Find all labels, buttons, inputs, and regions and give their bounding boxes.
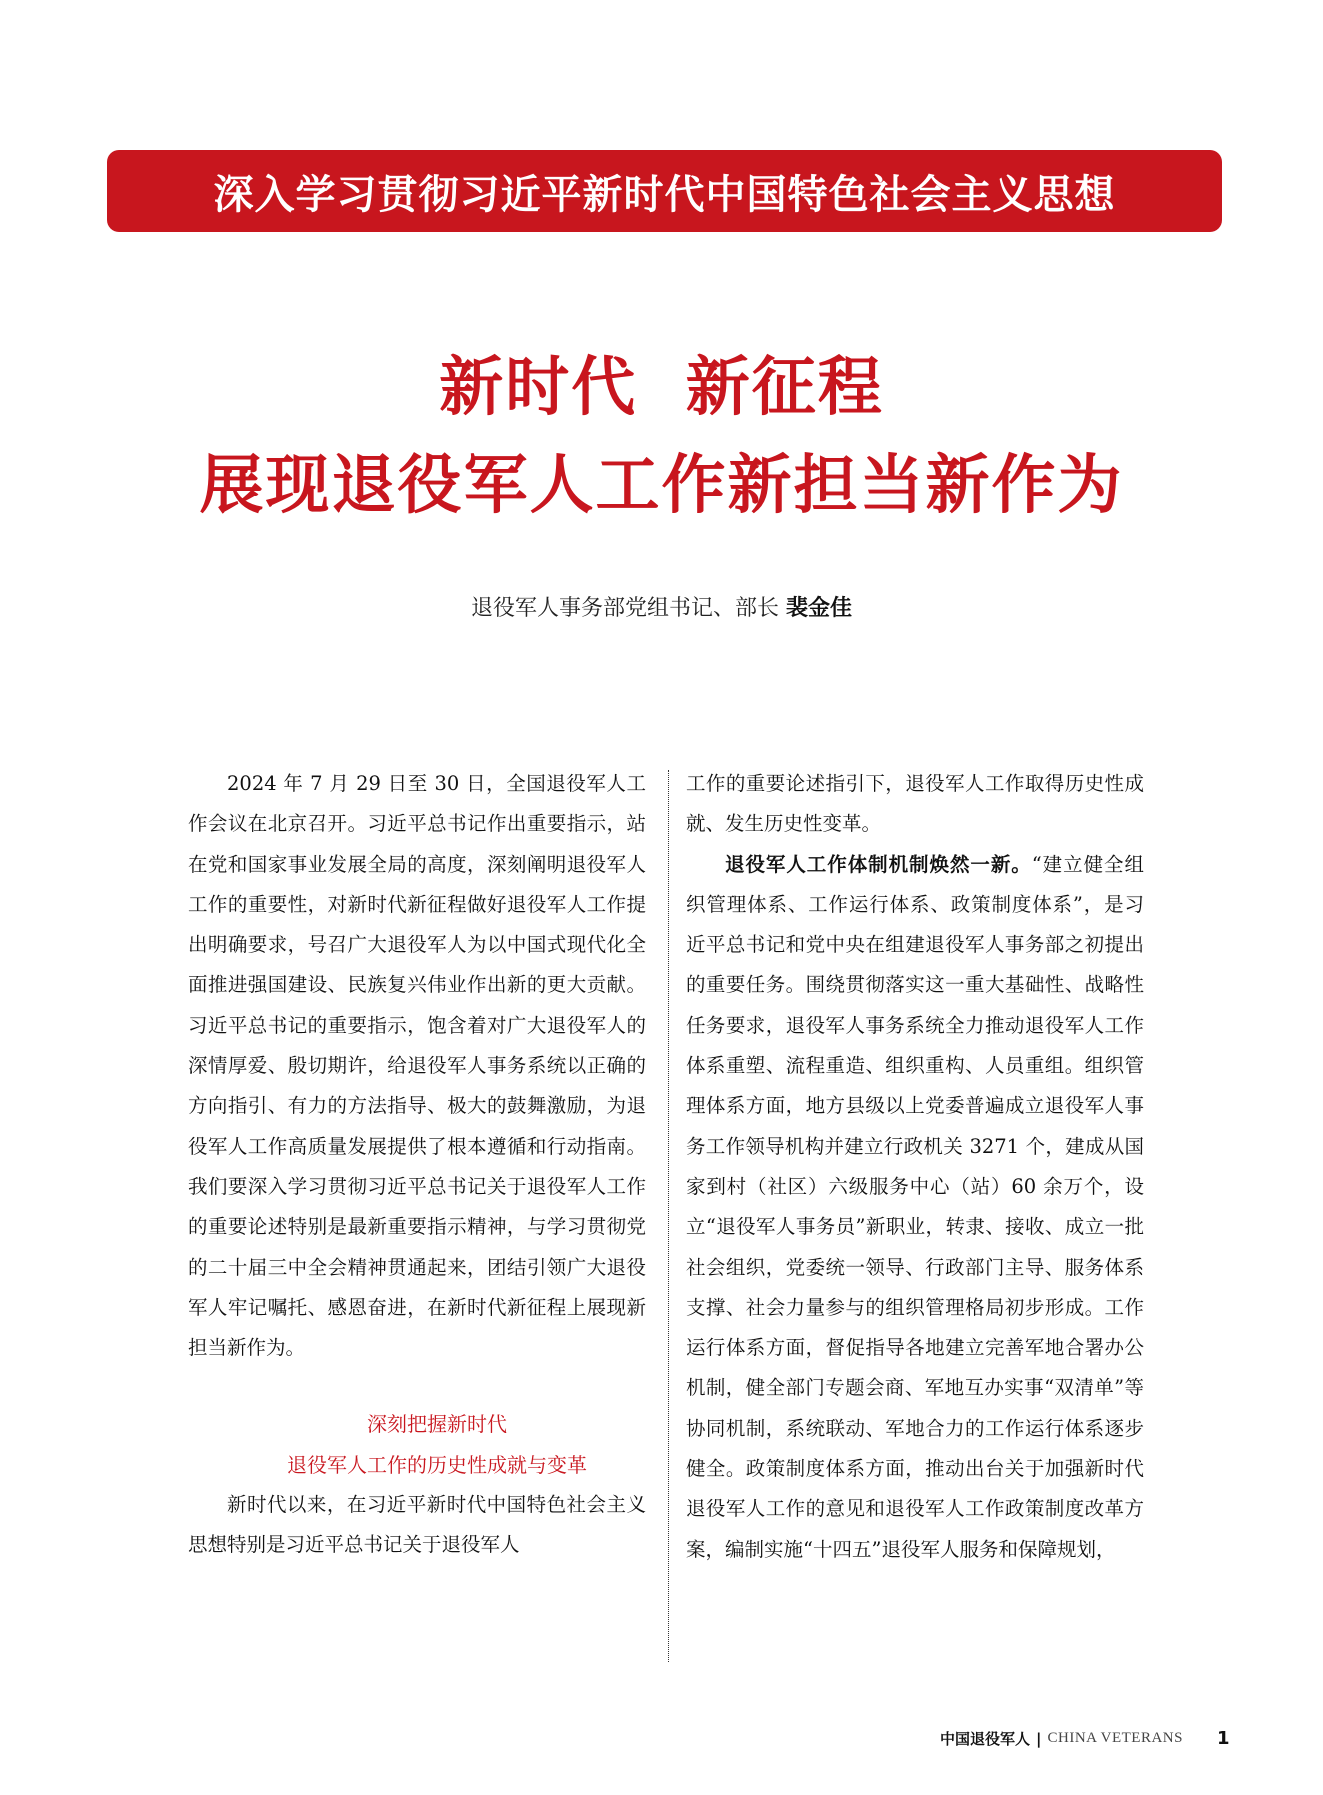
section-heading-line-1: 深刻把握新时代	[367, 1412, 507, 1437]
paragraph-lead: 退役军人工作体制机制焕然一新。	[725, 852, 1032, 876]
paragraph-body: “建立健全组织管理体系、工作运行体系、政策制度体系”，是习近平总书记和党中央在组建退役军人事务部之初提出的重要任务。围绕贯彻落实这一重大基础性、战略性任务要求，退役军人事务系统全力推动退役军人工作体系重塑、流程重造、组织重构、人员重组。组织管理体系方面，地方县级以上党委普遍成立退役军人事务工作领导机构并建立行政机关 3271 个，建成从国家到村（社区）六级服务中心（站）60 余万个，设立“退役军人事务员”新职业，转隶、接收、成立一批社会组织，党委统一领导、行政部门主导、服务体系支撑、社会力量参与的组织管理格局初步形成。工作运行体系方面，督促指导各地建立完善军地合署办公机制，健全部门专题会商、军地互办实事“双清单”等协同机制，系统联动、军地合力的工作运行体系逐步健全。政策制度体系方面，推动出台关于加强新时代退役军人工作的意见和退役军人工作政策制度改革方案，编制实施“十四五”退役军人服务和保障规划，	[686, 852, 1144, 1561]
continued-paragraph: 工作的重要论述指引下，退役军人工作取得历史性成就、发生历史性变革。	[686, 772, 1144, 836]
banner-title: 深入学习贯彻习近平新时代中国特色社会主义思想	[213, 171, 1116, 218]
left-column	[188, 764, 646, 1566]
magazine-english-name: CHINA VETERANS	[1047, 1730, 1183, 1746]
page-number: 1	[1216, 1728, 1230, 1749]
column-banner	[107, 150, 1222, 232]
magazine-name: 中国退役军人	[940, 1730, 1031, 1748]
page-footer	[940, 1728, 1230, 1749]
column-divider	[668, 770, 669, 1662]
intro-paragraph: 2024 年 7 月 29 日至 30 日，全国退役军人工作会议在北京召开。习近平总书记作出重要指示，站在党和国家事业发展全局的高度，深刻阐明退役军人工作的重要性，对新时代新征程做好退役军人工作提出明确要求，号召广大退役军人为以中国式现代化全面推进强国建设、民族复兴伟业作出新的更大贡献。习近平总书记的重要指示，饱含着对广大退役军人的深情厚爱、殷切期许，给退役军人事务系统以正确的方向指引、有力的方法指导、极大的鼓舞激励，为退役军人工作高质量发展提供了根本遵循和行动指南。我们要深入学习贯彻习近平总书记关于退役军人工作的重要论述特别是最新重要指示精神，与学习贯彻党的二十届三中全会精神贯通起来，团结引领广大退役军人牢记嘱托、感恩奋进，在新时代新征程上展现新担当新作为。	[188, 772, 646, 1360]
footer-separator: |	[1036, 1729, 1042, 1748]
article-title-line-1: 新时代 新征程	[439, 350, 884, 425]
article-title-line-2: 展现退役军人工作新担当新作为	[199, 448, 1124, 523]
section-heading-line-2: 退役军人工作的历史性成就与变革	[287, 1452, 587, 1477]
author-byline	[0, 591, 1323, 622]
section-paragraph: 新时代以来，在习近平新时代中国特色社会主义思想特别是习近平总书记关于退役军人	[188, 1493, 646, 1557]
system-paragraph	[686, 845, 1144, 1570]
section-heading	[188, 1404, 646, 1485]
author-name: 裴金佳	[785, 596, 852, 621]
author-position: 退役军人事务部党组书记、部长	[470, 596, 786, 621]
right-column	[686, 764, 1144, 1570]
